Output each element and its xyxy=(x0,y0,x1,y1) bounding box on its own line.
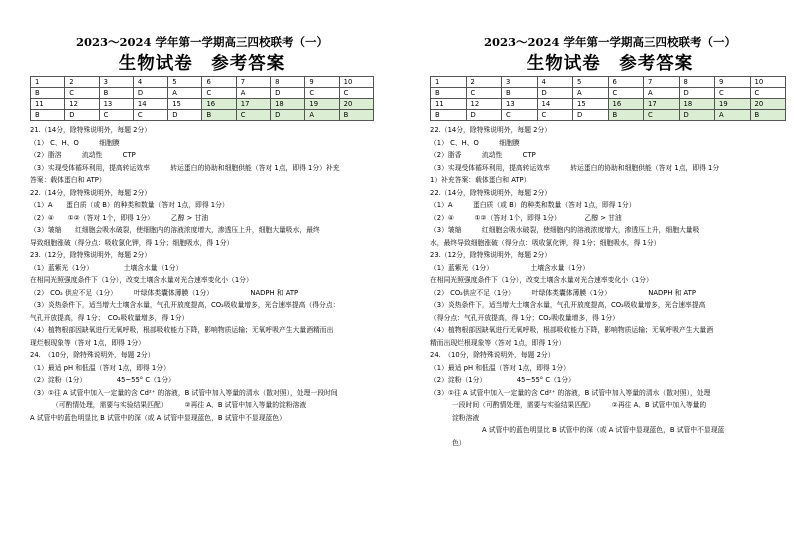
table-cell: B xyxy=(202,110,236,121)
answer-line: A 试管中的蓝色明显比 B 试管中的深（或 A 试管中显现蓝色，B 试管中不显现蓝 xyxy=(482,426,725,434)
table-cell: B xyxy=(431,88,467,99)
answer-page-left xyxy=(12,0,392,560)
table-row xyxy=(431,77,786,88)
table-cell: 12 xyxy=(466,99,502,110)
table-cell: 15 xyxy=(573,99,609,110)
table-cell: 7 xyxy=(644,77,680,88)
answer-line: （1）A 蛋白质（或 B）的种类和数量（答对 1点，即得 1分） xyxy=(430,201,636,209)
table-cell: B xyxy=(750,110,786,121)
answer-line: （2）脂香 流动性 CTP xyxy=(430,151,536,159)
answer-line: （得分点：气孔开放提高，得 1分；CO₂吸收量增多，得 1分） xyxy=(430,313,619,322)
table-cell: C xyxy=(537,110,573,121)
answer-line: （1） C、H、O 细胞膜 xyxy=(430,138,520,147)
answer-line: （2）④ ①②（答对 1个，即得 1分） 乙醇 > 甘油 xyxy=(30,213,209,222)
table-cell: D xyxy=(271,88,305,99)
table-cell: 13 xyxy=(99,99,133,110)
answer-line: （1）蓝紫光（1分） 土壤含水量（1分） xyxy=(430,263,590,272)
answer-line: （1） C、H、O 细胞膜 xyxy=(30,138,120,147)
table-cell: 17 xyxy=(236,99,270,110)
answer-line: （1）最适 pH 和低温（答对 1点，即得 1分） xyxy=(30,363,170,372)
table-cell: B xyxy=(31,88,65,99)
table-cell: C xyxy=(466,88,502,99)
table-cell: C xyxy=(99,110,133,121)
table-cell: 10 xyxy=(339,77,373,88)
table-cell: B xyxy=(99,88,133,99)
table-cell: 6 xyxy=(202,77,236,88)
table-row xyxy=(431,88,786,99)
table-cell: A xyxy=(236,88,270,99)
answer-line: 22.（14分，除特殊说明外，每题 2分） xyxy=(430,126,552,134)
table-cell: 18 xyxy=(679,99,715,110)
answer-line: 淀粉溶液 xyxy=(452,413,480,422)
answer-line: 21.（14分，除特殊说明外，每题 2分） xyxy=(30,126,152,134)
answer-line: 气孔开放提高，得 1分； CO₂吸收量增多，得 1分） xyxy=(30,313,189,322)
table-cell: D xyxy=(133,88,167,99)
table-cell: D xyxy=(466,110,502,121)
table-cell: C xyxy=(750,88,786,99)
answer-table xyxy=(30,76,374,121)
table-cell: 4 xyxy=(537,77,573,88)
table-cell: 18 xyxy=(271,99,305,110)
exam-title: 2023～2024 学年第一学期高三四校联考（一） xyxy=(75,35,328,49)
table-cell: D xyxy=(573,110,609,121)
table-cell: 7 xyxy=(236,77,270,88)
answer-title: 生物试卷 参考答案 xyxy=(118,54,286,74)
answer-line: 现烂根现象等（答对 1点，即得 1分） xyxy=(30,338,145,347)
answer-line: （2）淀粉（1分） 45~55° C（1分） xyxy=(430,376,575,384)
answer-line: （2）脂溶 流动性 CTP xyxy=(30,151,136,159)
table-cell: 1 xyxy=(31,77,65,88)
table-row xyxy=(31,110,374,121)
table-row xyxy=(31,99,374,110)
table-cell: D xyxy=(65,110,99,121)
table-cell: D xyxy=(537,88,573,99)
answer-line: （3）皱缩 红细胞会吸水破裂，使细胞内的溶液浓度增大，渗透压上升，细胞大量吸水，最终 xyxy=(30,226,320,234)
table-cell: D xyxy=(271,110,305,121)
answer-line: 精而出现烂根现象等（答对 1点，即得 1分） xyxy=(430,338,566,347)
table-cell: C xyxy=(236,110,270,121)
table-cell: B xyxy=(339,110,373,121)
table-cell: 19 xyxy=(715,99,751,110)
table-cell: C xyxy=(715,88,751,99)
answer-line: （2）④ ①②（答对 1个，即得 1分） 乙醇 > 甘油 xyxy=(430,213,622,222)
answer-line: （2） CO₂ 供应不足（1分） 叶绿体类囊体薄膜（1分） NADPH 和 ATP xyxy=(30,288,299,297)
table-cell: B xyxy=(608,110,644,121)
answer-line: （3）①往 A 试管中加入一定量的含 Cd²⁺ 的溶液，B 试管中加入等量的清水（散对照），处理 xyxy=(430,388,711,397)
answer-line: 1）补充答案：载体蛋白和 ATP） xyxy=(430,176,531,184)
table-cell: 5 xyxy=(573,77,609,88)
table-cell: 9 xyxy=(305,77,339,88)
table-cell: C xyxy=(65,88,99,99)
table-cell: 3 xyxy=(99,77,133,88)
answer-line: 水，最终导致细胞涨破（得分点：吸收氯化钾，得 1分；细胞吸水，得 1分） xyxy=(430,238,661,247)
table-cell: 16 xyxy=(608,99,644,110)
table-cell: B xyxy=(502,88,538,99)
answer-line: 答案：载体蛋白和 ATP） xyxy=(30,176,106,184)
table-cell: 5 xyxy=(168,77,202,88)
answer-line: （3）实现受体循环利用，提高转运效率 转运蛋白的协助和细胞供能（答对 1点，即得 1分 xyxy=(430,163,720,172)
answer-text xyxy=(430,124,794,449)
answer-line: 23.（12分，除特殊说明外，每题 2分） xyxy=(30,251,152,259)
table-cell: 13 xyxy=(502,99,538,110)
table-cell: A xyxy=(573,88,609,99)
table-cell: B xyxy=(431,110,467,121)
answer-line: 色） xyxy=(452,438,466,447)
table-cell: C xyxy=(644,110,680,121)
table-row xyxy=(431,99,786,110)
table-cell: A xyxy=(715,110,751,121)
table-cell: C xyxy=(608,88,644,99)
table-cell: 19 xyxy=(305,99,339,110)
table-cell: 20 xyxy=(339,99,373,110)
table-cell: 3 xyxy=(502,77,538,88)
answer-line: （3）炎热条件下，适当增大土壤含水量，气孔开放度提高，CO₂吸收量增多，光合速率提高（得分点： xyxy=(30,301,340,309)
table-cell: A xyxy=(168,88,202,99)
exam-title: 2023～2024 学年第一学期高三四校联考（一） xyxy=(483,35,736,49)
table-cell: 2 xyxy=(65,77,99,88)
answer-line: （4）植物根部因缺氧进行无氧呼吸，根部吸收能力下降，影响物质运输；无氧呼吸产生大量酒 xyxy=(430,326,713,334)
answer-line: 在相同光照强度条件下（1分），改变土壤含水量对光合速率变化小（1分） xyxy=(430,276,653,284)
table-cell: D xyxy=(168,110,202,121)
answer-line: 导致细胞涨破（得分点：吸收氯化钾，得 1分；细胞吸水，得 1分） xyxy=(30,238,234,247)
answer-line: 24. （10分，除特殊说明外，每题 2分） xyxy=(430,351,555,359)
table-row xyxy=(31,77,374,88)
table-cell: C xyxy=(502,110,538,121)
answer-line: （3）①往 A 试管中加入一定量的含 Cd²⁺ 的溶液，B 试管中加入等量的清水（散对照），处理一段时间 xyxy=(30,388,338,397)
answer-line: （3）皱缩 红细胞会吸水破裂，使细胞内的溶液浓度增大，渗透压上升，细胞大量吸 xyxy=(430,226,700,234)
answer-line: （2）淀粉（1分） 45~55° C（1分） xyxy=(30,376,175,384)
answer-page-right xyxy=(420,0,794,560)
answer-line: （2） CO₂供应不足（1分） 叶绿体类囊体薄膜（1分） NADPH 和 ATP xyxy=(430,288,696,297)
table-cell: C xyxy=(305,88,339,99)
table-cell: 14 xyxy=(537,99,573,110)
answer-line: （1）A 蛋白质（或 B）的种类和数量（答对 1点，即得 1分） xyxy=(30,201,229,209)
answer-line: 22.（14分，除特殊说明外，每题 2分） xyxy=(430,188,552,197)
table-cell: D xyxy=(679,88,715,99)
table-row xyxy=(31,88,374,99)
answer-title: 生物试卷 参考答案 xyxy=(526,54,694,74)
table-cell: 14 xyxy=(133,99,167,110)
table-cell: 12 xyxy=(65,99,99,110)
table-cell: 1 xyxy=(431,77,467,88)
answer-line: 24. （10分，除特殊说明外，每题 2分） xyxy=(30,351,155,359)
table-cell: 6 xyxy=(608,77,644,88)
table-cell: 16 xyxy=(202,99,236,110)
answer-line: （3）炎热条件下，适当增大土壤含水量，气孔开放度提高，CO₂吸收量增多，光合速率提高 xyxy=(430,301,706,309)
table-cell: A xyxy=(644,88,680,99)
table-cell: B xyxy=(31,110,65,121)
table-cell: 10 xyxy=(750,77,786,88)
answer-text xyxy=(30,124,382,424)
table-cell: 15 xyxy=(168,99,202,110)
table-cell: 11 xyxy=(431,99,467,110)
answer-line: （4）植物根部因缺氧进行无氧呼吸，根部吸收能力下降，影响物质运输；无氧呼吸产生大量酒精而出 xyxy=(30,326,334,334)
table-cell: 20 xyxy=(750,99,786,110)
table-cell: 4 xyxy=(133,77,167,88)
answer-line: （1）最适 pH 和低温（答对 1点，即得 1分） xyxy=(430,363,570,372)
answer-line: （1）蓝紫光（1分） 土壤含水量（1分） xyxy=(30,263,183,272)
answer-table xyxy=(430,76,786,121)
table-cell: 2 xyxy=(466,77,502,88)
table-cell: 8 xyxy=(271,77,305,88)
answer-line: 在相同光照强度条件下（1分），改变土壤含水量对光合速率变化小（1分） xyxy=(30,276,253,284)
table-cell: C xyxy=(133,110,167,121)
table-cell: 17 xyxy=(644,99,680,110)
table-row xyxy=(431,110,786,121)
answer-line: （3）实现受体循环利用，提高转运效率 转运蛋白的协助和细胞供能（答对 1点，即得 1分）补充 xyxy=(30,163,340,172)
table-cell: D xyxy=(679,110,715,121)
answer-line: A 试管中的蓝色明显比 B 试管中的深（或 A 试管中显现蓝色，B 试管中不显现蓝色） xyxy=(30,413,286,422)
table-cell: A xyxy=(305,110,339,121)
answer-line: 22.（14分，除特殊说明外，每题 2分） xyxy=(30,188,152,197)
answer-line: （可酌情处理，需要与实验结果匹配） ②再往 A、B 试管中加入等量的淀粉溶液 xyxy=(52,401,307,409)
table-cell: C xyxy=(339,88,373,99)
table-cell: 8 xyxy=(679,77,715,88)
table-cell: 9 xyxy=(715,77,751,88)
answer-line: 23.（12分，除特殊说明外，每题 2分） xyxy=(430,251,552,259)
table-cell: 11 xyxy=(31,99,65,110)
answer-line: 一段时间（可酌情处理，需要与实验结果匹配） ②再往 A、B 试管中加入等量的 xyxy=(452,401,707,409)
table-cell: C xyxy=(202,88,236,99)
